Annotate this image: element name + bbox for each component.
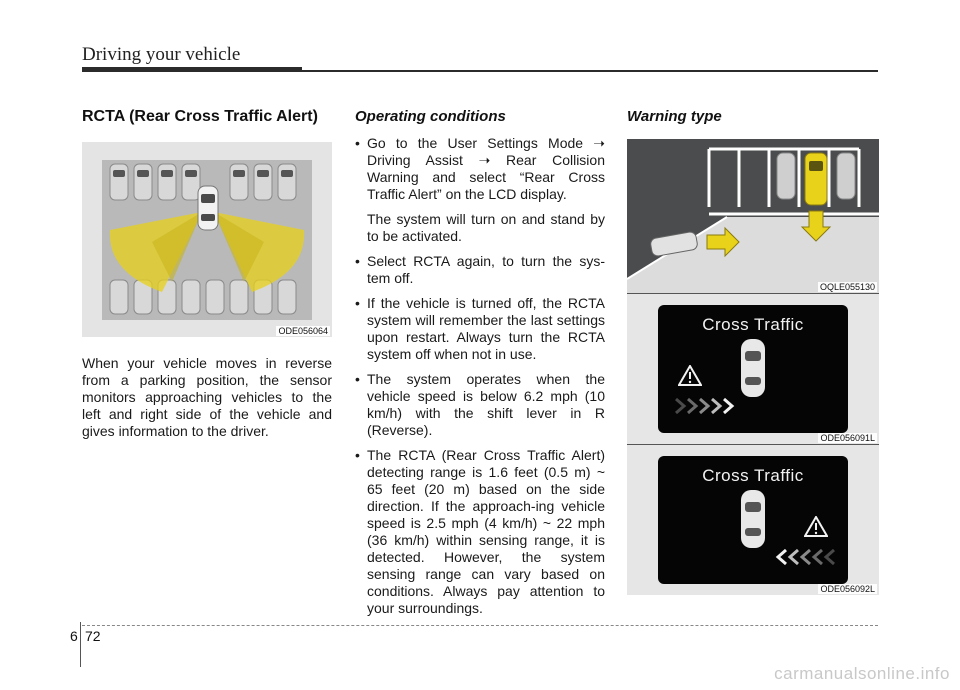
- chevrons-left-icon: [768, 548, 836, 566]
- figure-caption: ODE056064: [278, 326, 328, 336]
- figure-caption: ODE056091L: [820, 433, 875, 443]
- warning-triangle-icon: [804, 516, 828, 537]
- list-item-text: Go to the User Settings Mode ➝ Driving Assist ➝ Rear Collision Warning and select “Rear Cross Traffic Alert” on the LCD display.: [367, 135, 605, 202]
- figure-sensor-coverage: [82, 142, 332, 337]
- list-item: [355, 253, 605, 287]
- left-column: [82, 108, 332, 440]
- warning-triangle-icon: [678, 365, 702, 386]
- car-top-icon: [738, 337, 768, 399]
- page-number-divider: [80, 622, 81, 667]
- parking-lot-illustration: [82, 142, 332, 337]
- parking-scene-illustration: [627, 139, 879, 293]
- operating-conditions-list: [355, 135, 605, 617]
- lcd-title: Cross Traffic: [702, 466, 804, 485]
- lcd-title: Cross Traffic: [702, 315, 804, 334]
- list-item: [355, 447, 605, 617]
- section-heading-rcta: RCTA (Rear Cross Traffic Alert): [82, 108, 318, 125]
- lcd-display: [658, 456, 848, 584]
- header-title: Driving your vehicle: [82, 44, 241, 65]
- figure-lcd-left-warning: [627, 293, 879, 444]
- lcd-display: [658, 305, 848, 433]
- header-rule-thick: [82, 67, 302, 72]
- list-item: [355, 371, 605, 439]
- section-heading-warning-type: Warning type: [627, 108, 722, 125]
- right-column: [627, 108, 879, 595]
- section-heading-operating-conditions: Operating conditions: [355, 108, 506, 125]
- list-item-note: The system will turn on and stand by to be activated.: [367, 211, 605, 244]
- list-item-text: If the vehicle is turned off, the RCTA system will remember the last settings upon restart. Always turn the RCTA system off when not in use.: [367, 295, 605, 362]
- list-item-text: The RCTA (Rear Cross Traffic Alert) detecting range is 1.6 feet (0.5 m) ~ 65 feet (20 m) based on the side direction. If the approach-ing vehicle speed is 2.5 mph (4 km/h) ~ 22 mph (36 km/h) within sensing range, it is detected. However, the system sensing range can vary based on conditions. Always pay attention to your surroundings.: [367, 447, 605, 616]
- section-number: 6: [70, 628, 78, 644]
- chevrons-right-icon: [674, 397, 742, 415]
- car-top-icon: [738, 488, 768, 550]
- list-item-text: Select RCTA again, to turn the sys-tem off.: [367, 253, 605, 286]
- list-item: [355, 295, 605, 363]
- figure-lcd-right-warning: [627, 444, 879, 595]
- watermark: carmanualsonline.info: [774, 664, 950, 683]
- figure-approaching-vehicle: [627, 139, 879, 293]
- list-item: [355, 135, 605, 245]
- list-item-text: The system operates when the vehicle speed is below 6.2 mph (10 km/h) with the shift lever in R (Reverse).: [367, 371, 605, 438]
- intro-paragraph: When your vehicle moves in reverse from a parking position, the sensor monitors approaching vehicles to the left and right side of the vehicle and gives information to the driver.: [82, 355, 332, 439]
- figure-caption: OQLE055130: [819, 282, 875, 292]
- page-number: 72: [85, 628, 101, 644]
- header-rule-thin: [300, 70, 878, 72]
- footer-rule: [82, 625, 878, 626]
- figure-caption: ODE056092L: [820, 584, 875, 594]
- middle-column: [355, 108, 605, 625]
